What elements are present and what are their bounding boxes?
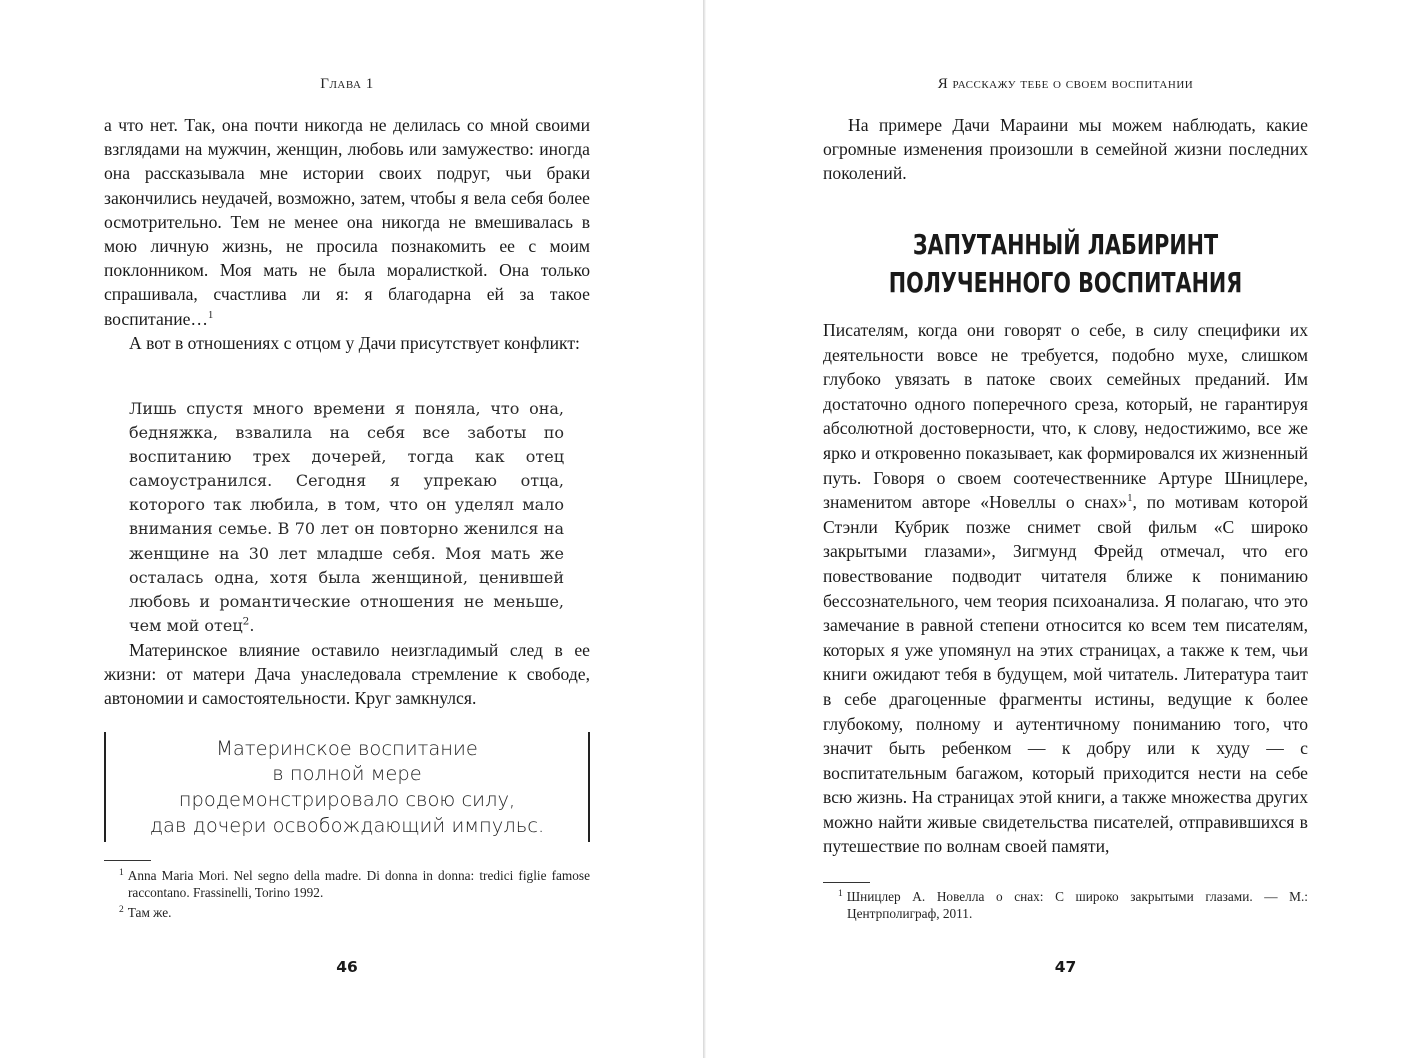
footnote: $^1$ Шницлер А. Новелла о снах: С широко закрытыми глазами. — М.: Центрполиграф, 2011. xyxy=(838,888,1308,921)
footnote-ref[interactable]: 1 xyxy=(208,309,214,321)
block-quote xyxy=(129,397,564,638)
page-number: 47 xyxy=(1054,958,1077,976)
section-heading: ЗАПУТАННЫЙ ЛАБИРИНТ ПОЛУЧЕННОГО ВОСПИТАНИЯ xyxy=(888,228,1243,299)
footnotes xyxy=(823,889,1308,926)
paragraph-text: а что нет. Так, она почти никогда не делилась со мной своими взглядами на мужчин, женщин, любовь или замужество: иногда она рассказывала мне истории своих подруг, чьи браки закончились неудачей, возможно, затем, чтобы я вела себя более осмотрительно. Тем не менее она никогда не вмешивалась в мою личную жизнь, не просила познакомить ее с моим поклонником. Моя мать не была моралисткой. Она только спрашивала, счастлива ли я: я благодарна ей за такое воспитание… xyxy=(104,115,590,329)
footnote-rule xyxy=(104,860,151,861)
right-intro-text xyxy=(823,113,1308,186)
running-head: Глава 1 xyxy=(320,76,374,92)
book-gutter xyxy=(703,0,706,1058)
footnote-ref[interactable]: 1 xyxy=(1127,493,1133,505)
pull-quote-text: Материнское воспитание в полной мере продемонстрировало свою силу, дав дочери освобождающий импульс. xyxy=(149,736,545,837)
right-body-text xyxy=(823,318,1308,859)
footnote-rule xyxy=(823,882,870,883)
left-body-text xyxy=(104,113,590,355)
left-page xyxy=(104,0,590,1058)
paragraph xyxy=(104,113,590,331)
footnote: $^1$ Anna Maria Mori. Nel segno della madre. Di donna in donna: tredici figlie famose raccontano. Frassinelli, Torino 1992. xyxy=(119,867,590,900)
right-page xyxy=(823,0,1308,1058)
footnotes xyxy=(104,868,590,926)
paragraph: На примере Дачи Мараини мы можем наблюдать, какие огромные изменения произошли в семейной жизни последних поколений. xyxy=(823,115,1308,184)
paragraph: А вот в отношениях с отцом у Дачи присутствует конфликт: xyxy=(129,332,580,353)
footnote-ref[interactable]: 2 xyxy=(242,615,250,628)
running-head: Я расскажу тебе о своем воспитании xyxy=(937,76,1194,92)
paragraph: Материнское влияние оставило неизгладимый след в ее жизни: от матери Дача унаследовала стремление к свободе, автономии и самостоятельности. Круг замкнулся. xyxy=(104,640,590,709)
page-number: 46 xyxy=(336,958,358,976)
left-body-continued xyxy=(104,638,590,711)
footnote: $^2$ Там же. xyxy=(119,904,172,920)
pull-quote xyxy=(104,732,590,842)
paragraph: Писателям, когда они говорят о себе, в силу специфики их деятельности вовсе не требуется, подобно мухе, слишком глубоко увязать в патоке своих семейных преданий. Им достаточно одного поперечного среза, который, не гарантируя абсолютной достоверности, что, к слову, недостижимо, все же ярко и откровенно показывает, как формировался их жизненный путь. Говоря о своем соотечественнике Артуре Шницлере, знаменитом авторе «Новеллы о снах»$^1$, по мотивам которой Стэнли Кубрик позже снимет свой фильм «С широко закрытыми глазами», Зигмунд Фрейд отмечал, что его повествование подводит читателя ближе к пониманию бессознательного, чем теория психоанализа. Я полагаю, что это замечание в равной степени относится ко всем тем писателям, которых я уже упомянул на этих страницах, а также к тем, чьи книги ожидают тебя в будущем, мой читатель. Литература таит в себе драгоценные фрагменты истины, ведущие к более глубокому, полному и аутентичному пониманию того, что значит быть ребенком — к добру или к худу — с воспитательным багажом, который приходится нести на себе всю жизнь. На страницах этой книги, а также множества других можно найти живые свидетельства писателей, отправившихся в путешествие по волнам своей памяти, xyxy=(823,320,1308,857)
quote-text: Лишь спустя много времени я поняла, что она, бедняжка, взвалила на себя все заботы по воспитанию трех дочерей, тогда как отец самоустранился. Сегодня я упрекаю отца, которого так любила, в том, что он уделял мало внимания семье. В 70 лет он повторно женился на женщине на 30 лет младше себя. Моя мать же осталась одна, хотя была женщиной, ценившей любовь и романтические отношения не меньше, чем мой отец$^2$. xyxy=(129,399,564,635)
